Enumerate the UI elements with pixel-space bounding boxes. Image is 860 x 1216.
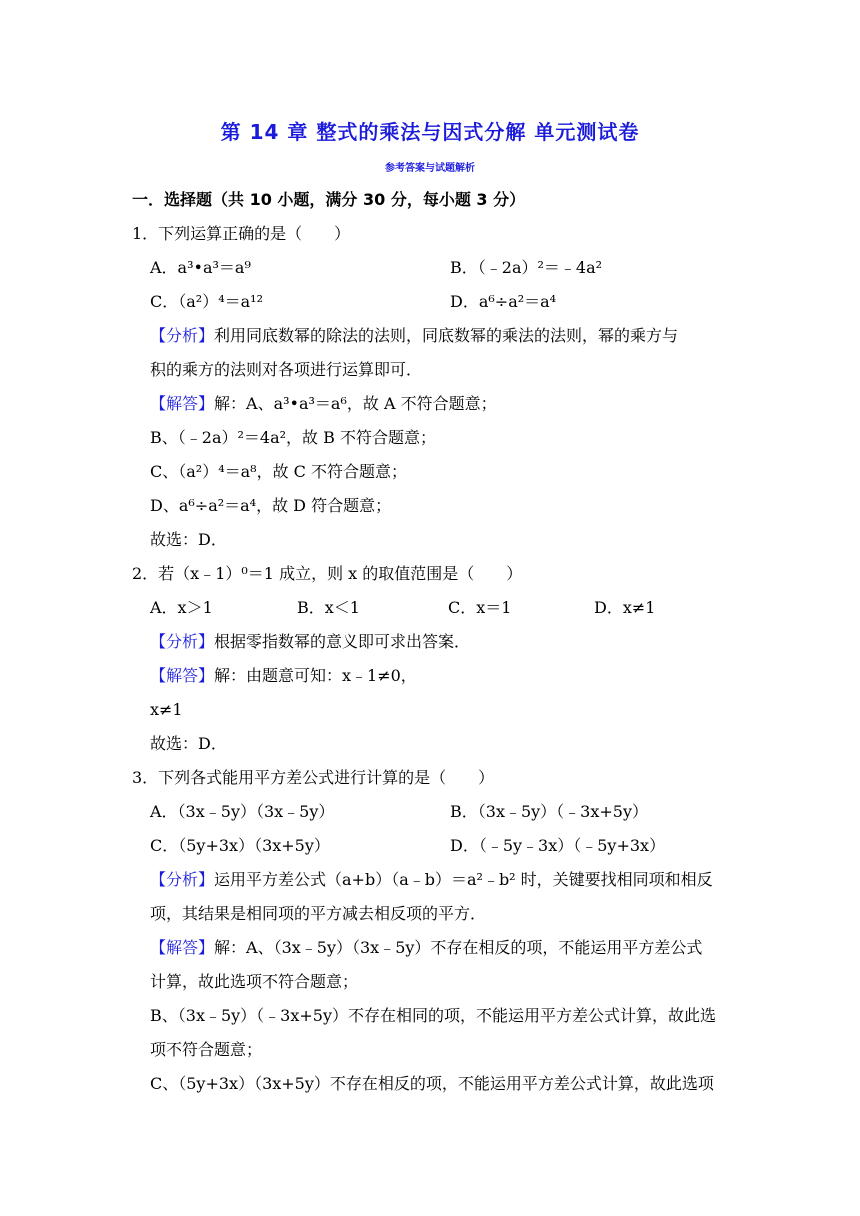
solution-text: 解：A、（3x﹣5y）（3x﹣5y）不存在相反的项，不能运用平方差公式: [214, 938, 703, 957]
question-2-option-c: C．x＝1: [448, 598, 512, 617]
question-2-stem: 2．若（x﹣1）⁰＝1 成立，则 x 的取值范围是（ ）: [132, 564, 523, 583]
question-2-choice: 故选：D．: [150, 734, 227, 753]
question-2-solution: [150, 665, 417, 687]
question-3-solution-b-cont: 项不符合题意；: [150, 1040, 263, 1059]
question-3-solution-b: B、（3x﹣5y）（﹣3x+5y）不存在相同的项，不能运用平方差公式计算，故此选: [150, 1006, 717, 1025]
solution-tag: 【解答】: [150, 938, 215, 957]
question-1-solution-b: B、（﹣2a）²＝4a²，故 B 不符合题意；: [150, 428, 436, 447]
question-3-option-c: C．（5y+3x）（3x+5y）: [150, 836, 330, 855]
question-1-option-d: D．a⁶÷a²＝a⁴: [450, 292, 557, 311]
solution-tag: 【解答】: [150, 394, 215, 413]
question-1-option-b: B．（﹣2a）²＝﹣4a²: [450, 258, 603, 277]
question-3-option-d: D．（﹣5y﹣3x）（﹣5y+3x）: [450, 836, 666, 855]
solution-text: 解：由题意可知：x﹣1≠0，: [214, 666, 417, 685]
question-1-stem: 1．下列运算正确的是（ ）: [132, 224, 351, 243]
question-3-option-a: A．（3x﹣5y）（3x﹣5y）: [150, 802, 335, 821]
analysis-text: 根据零指数幂的意义即可求出答案．: [214, 632, 471, 651]
solution-text: 解：A、a³•a³＝a⁶，故 A 不符合题意；: [214, 394, 497, 413]
analysis-text: 利用同底数幂的除法的法则，同底数幂的乘法的法则，幂的乘方与: [214, 326, 679, 345]
question-1-solution: [150, 393, 497, 415]
analysis-tag: 【分析】: [150, 632, 215, 651]
question-3-stem: 3．下列各式能用平方差公式进行计算的是（ ）: [132, 768, 495, 787]
question-1-solution-d: D、a⁶÷a²＝a⁴，故 D 符合题意；: [150, 496, 392, 515]
question-2-solution-result: x≠1: [150, 700, 183, 719]
question-1-solution-c: C、（a²）⁴＝a⁸，故 C 不符合题意；: [150, 462, 407, 481]
question-1-choice: 故选：D．: [150, 530, 227, 549]
analysis-tag: 【分析】: [150, 870, 215, 889]
page-title: 第 14 章 整式的乘法与因式分解 单元测试卷: [220, 120, 640, 144]
question-3-solution-c: C、（5y+3x）（3x+5y）不存在相反的项，不能运用平方差公式计算，故此选项: [150, 1074, 714, 1093]
page-subtitle: 参考答案与试题解析: [385, 163, 475, 174]
analysis-tag: 【分析】: [150, 326, 215, 345]
question-2-option-b: B．x＜1: [297, 598, 360, 617]
question-2-option-a: A．x＞1: [150, 598, 213, 617]
question-1-option-c: C．（a²）⁴＝a¹²: [150, 292, 263, 311]
question-1-analysis-cont: 积的乘方的法则对各项进行运算即可．: [150, 360, 423, 379]
question-3-analysis-cont: 项，其结果是相同项的平方减去相反项的平方．: [150, 904, 487, 923]
question-3-solution-a-cont: 计算，故此选项不符合题意；: [150, 972, 359, 991]
question-3-option-b: B．（3x﹣5y）（﹣3x+5y）: [450, 802, 649, 821]
question-1-option-a: A．a³•a³＝a⁹: [150, 258, 251, 277]
question-2-analysis: [150, 631, 470, 653]
analysis-text: 运用平方差公式（a+b）（a﹣b）＝a²﹣b² 时，关键要找相同项和相反: [214, 870, 713, 889]
question-1-analysis: [150, 325, 678, 347]
question-3-solution: [150, 937, 702, 959]
solution-tag: 【解答】: [150, 666, 215, 685]
question-3-analysis: [150, 869, 713, 891]
question-2-option-d: D．x≠1: [594, 598, 656, 617]
section-heading: 一．选择题（共 10 小题，满分 30 分，每小题 3 分）: [132, 190, 526, 209]
